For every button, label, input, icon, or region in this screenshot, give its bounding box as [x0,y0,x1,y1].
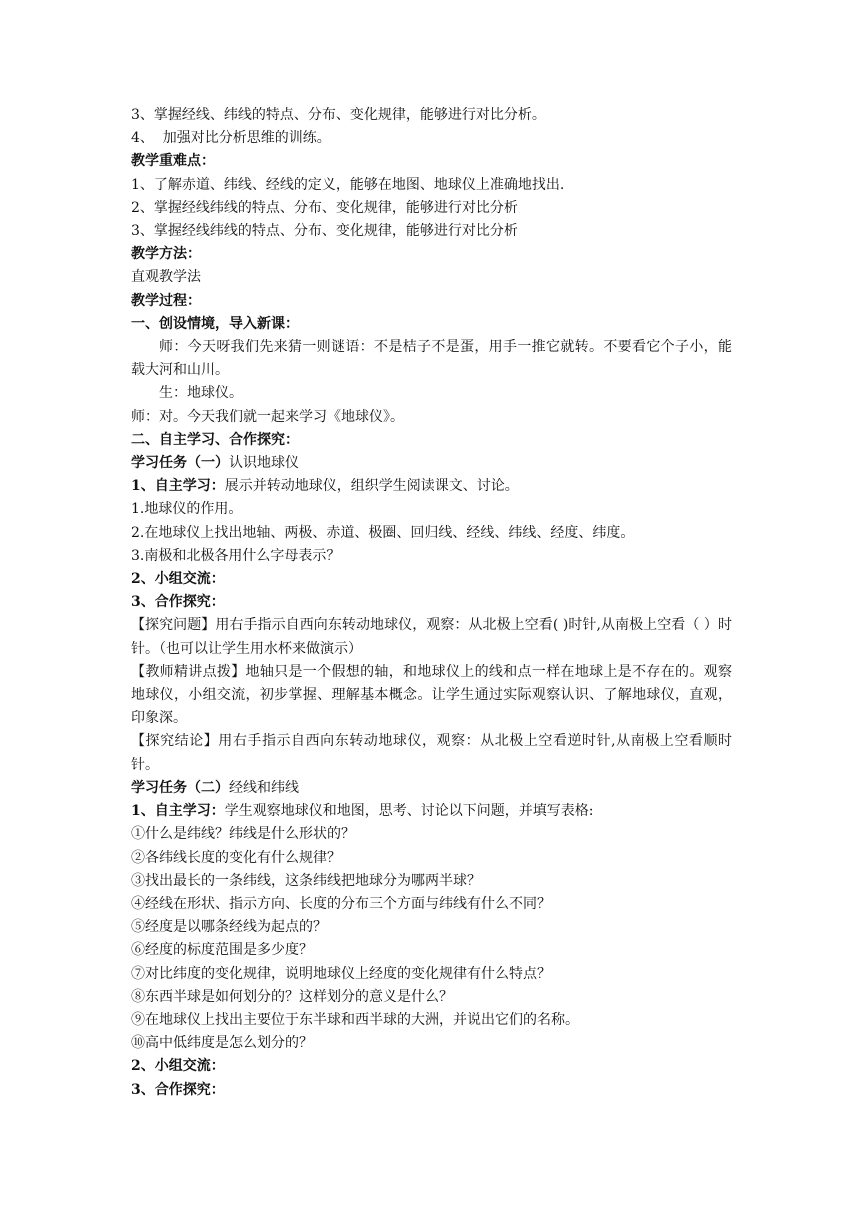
section-1-heading: 一、创设情境，导入新课： [131,315,299,332]
question-3: ③找出最长的一条纬线，这条纬线把地球分为哪两半球？ [131,872,481,889]
task-2-label: 学习任务（二） [131,779,229,796]
teacher-intro: 师：对。今天我们就一起来学习《地球仪》。 [131,408,404,425]
question-1: ①什么是纬线？纬线是什么形状的？ [131,826,355,843]
heading-method: 教学方法： [131,246,201,263]
key-point-1: 1、了解赤道、纬线、经线的定义，能够在地图、地球仪上准确地找出. [131,176,565,193]
inquiry-conclusion: 【探究结论】用右手指示自西向东转动地球仪，观察：从北极上空看逆时针,从南极上空看顺时针。 [131,733,732,773]
objective-4: 4、 加强对比分析思维的训练。 [131,130,331,147]
task-1-title: 认识地球仪 [229,455,299,472]
key-point-3: 3、掌握经线纬线的特点、分布、变化规律，能够进行对比分析 [131,223,518,240]
inquiry-question: 【探究问题】用右手指示自西向东转动地球仪，观察：从北极上空看( )时针,从南极上空看（ ）时针。（也可以让学生用水杯来做演示） [131,617,732,657]
question-7: ⑦对比纬度的变化规律，说明地球仪上经度的变化规律有什么特点？ [131,965,551,982]
objective-3: 3、掌握经线、纬线的特点、分布、变化规律，能够进行对比分析。 [131,107,546,123]
task-1-label: 学习任务（一） [131,455,229,472]
question-globe-purpose: 1.地球仪的作用。 [131,501,243,518]
question-8: ⑧东西半球是如何划分的？这样划分的意义是什么？ [131,988,453,1005]
teacher-riddle: 师：今天呀我们先来猜一则谜语：不是桔子不是蛋，用手一推它就转。不要看它个子小，能载大河和山川。 [131,339,732,379]
key-point-2: 2、掌握经线纬线的特点、分布、变化规律，能够进行对比分析 [131,199,518,216]
group-exchange-2: 2、小组交流： [131,1058,225,1075]
self-study-2-text: 学生观察地球仪和地图，思考、讨论以下问题，并填写表格: [224,803,594,820]
self-study-1-text: 展示并转动地球仪，组织学生阅读课文、讨论。 [224,478,519,495]
self-study-1-label: 1、自主学习： [131,478,225,495]
student-answer: 生：地球仪。 [159,385,243,402]
cooperative-inquiry-2: 3、合作探究： [131,1081,225,1098]
heading-process: 教学过程： [131,292,201,309]
question-2: ②各纬线长度的变化有什么规律？ [131,849,341,866]
self-study-2 [131,800,732,823]
self-study-2-label: 1、自主学习： [131,803,225,820]
task-2-heading [131,777,732,800]
cooperative-inquiry-1: 3、合作探究： [131,594,225,611]
heading-key-points: 教学重难点： [131,153,215,170]
group-exchange-1: 2、小组交流： [131,571,225,588]
question-10: ⑩高中低纬度是怎么划分的？ [131,1035,313,1052]
method-text: 直观教学法 [131,269,201,286]
teacher-explanation: 【教师精讲点拨】地轴只是一个假想的轴，和地球仪上的线和点一样在地球上是不存在的。观察地球仪，小组交流，初步掌握、理解基本概念。让学生通过实际观察认识、了解地球仪，直观，印象深。 [131,663,732,727]
self-study-1 [131,475,732,498]
question-find-lines: 2.在地球仪上找出地轴、两极、赤道、极圈、回归线、经线、纬线、经度、纬度。 [131,524,635,541]
question-pole-letters: 3.南极和北极各用什么字母表示？ [131,547,341,564]
section-2-heading: 二、自主学习、合作探究： [131,431,299,448]
question-6: ⑥经度的标度范围是多少度？ [131,942,313,959]
question-9: ⑨在地球仪上找出主要位于东半球和西半球的大洲，并说出它们的名称。 [131,1011,579,1028]
task-2-title: 经线和纬线 [229,779,299,796]
question-5: ⑤经度是以哪条经线为起点的？ [131,919,327,936]
question-4: ④经线在形状、指示方向、长度的分布三个方面与纬线有什么不同？ [131,895,551,912]
task-1-heading [131,452,732,475]
